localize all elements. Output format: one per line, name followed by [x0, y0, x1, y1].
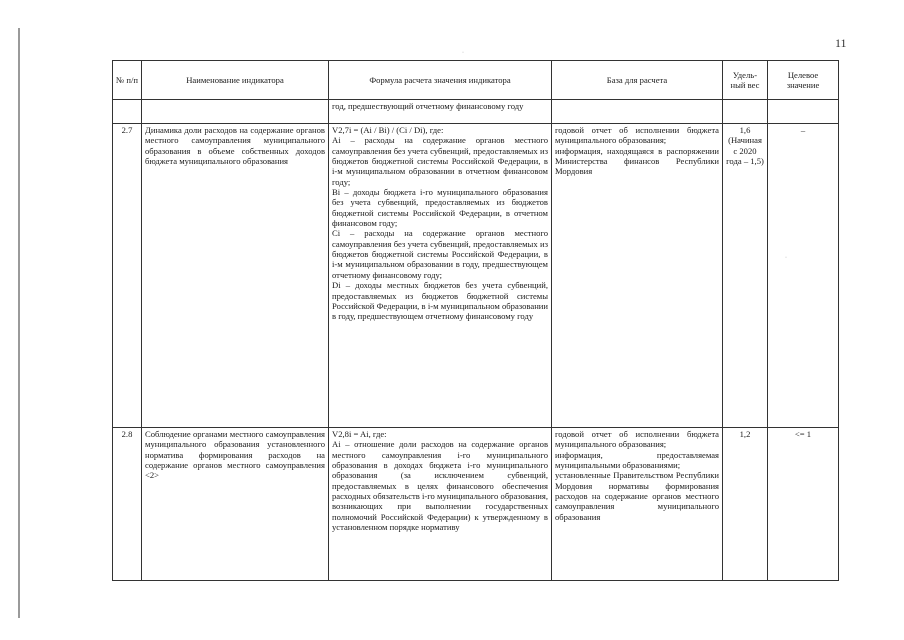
header-target: Целевое значение [768, 61, 839, 100]
continuation-row [113, 100, 839, 124]
row-formula [329, 428, 552, 581]
formula-line: Di – доходы местных бюджетов без учета субвенций, предоставляемых из бюджетов бюджетной системы Российской Федерации, в i-м муниципальном образовании в году, предшествующем отчетному финансовому году [332, 280, 548, 322]
row-weight: 1,6 (Начиная с 2020 года – 1,5) [723, 124, 768, 428]
table-header-row [113, 61, 839, 100]
scan-speck: · [462, 50, 464, 56]
header-formula: Формула расчета значения индикатора [329, 61, 552, 100]
cont-num [113, 100, 142, 124]
page-number: 11 [835, 36, 847, 50]
header-weight: Удель-ный вес [723, 61, 768, 100]
row-base [552, 124, 723, 428]
formula-head: V2,7i = (Ai / Bi) / (Ci / Di), где: [332, 125, 444, 135]
scan-edge-line [18, 28, 20, 618]
row-target: <= 1 [768, 428, 839, 581]
formula-line: Ci – расходы на содержание органов местного самоуправления без учета субвенций, предоставляемых из бюджетов бюджетной системы Российской Федерации, в i-м муниципальном образовании в году, предшествующем отчетному финансовому году; [332, 228, 548, 280]
formula-line: Ai – расходы на содержание органов местного самоуправления без учета субвенций, предоставляемых из бюджетов бюджетной системы Российской Федерации, в i-м муниципальном образовании в отчетном финансовом году; [332, 135, 548, 187]
formula-line: Ai – отношение доли расходов на содержание органов местного самоуправления i-го муниципального образования в доходах бюджета i-го муниципального образования (за исключением субвенций, предоставляемых в целях финансового обеспечения расходных обязательств i-го муниципального образования, возникающих при выполнении государственных полномочий Российской Федерации) к утвержденному в установленном порядке нормативу [332, 439, 548, 533]
base-line: установленные Правительством Республики Мордовия нормативы формирования расходов на содержание органов местного самоуправления муниципального образования [555, 470, 719, 522]
cont-base [552, 100, 723, 124]
row-name: Динамика доли расходов на содержание органов местного самоуправления муниципального образования в объеме собственных доходов бюджета муниципального образования [142, 124, 329, 428]
cont-target [768, 100, 839, 124]
row-base [552, 428, 723, 581]
row-num: 2.8 [113, 428, 142, 581]
base-line: годовой отчет об исполнении бюджета муниципального образования; [555, 429, 719, 450]
row-name: Соблюдение органами местного самоуправления муниципального образования установленного норматива формирования расходов на содержание органов местного самоуправления <2> [142, 428, 329, 581]
row-target: – [768, 124, 839, 428]
formula-head: V2,8i = Ai, где: [332, 429, 387, 439]
formula-line: Bi – доходы бюджета i-го муниципального образования без учета субвенций, предоставляемых из бюджетов бюджетной системы Российской Федерации, в отчетном финансовом году; [332, 187, 548, 229]
row-num: 2.7 [113, 124, 142, 428]
base-line: информация, находящаяся в распоряжении Министерства финансов Республики Мордовия [555, 145, 719, 177]
header-name: Наименование индикатора [142, 61, 329, 100]
base-line: информация, предоставляемая муниципальными образованиями; [555, 449, 719, 471]
header-base: База для расчета [552, 61, 723, 100]
base-line: годовой отчет об исполнении бюджета муниципального образования; [555, 125, 719, 146]
row-weight: 1,2 [723, 428, 768, 581]
row-formula [329, 124, 552, 428]
cont-name [142, 100, 329, 124]
header-num: № п/п [113, 61, 142, 100]
scan-speck: · [785, 255, 787, 261]
table-row [113, 124, 839, 428]
table-row [113, 428, 839, 581]
indicators-table [112, 60, 839, 581]
cont-weight [723, 100, 768, 124]
cont-formula: год, предшествующий отчетному финансовому году [329, 100, 552, 124]
